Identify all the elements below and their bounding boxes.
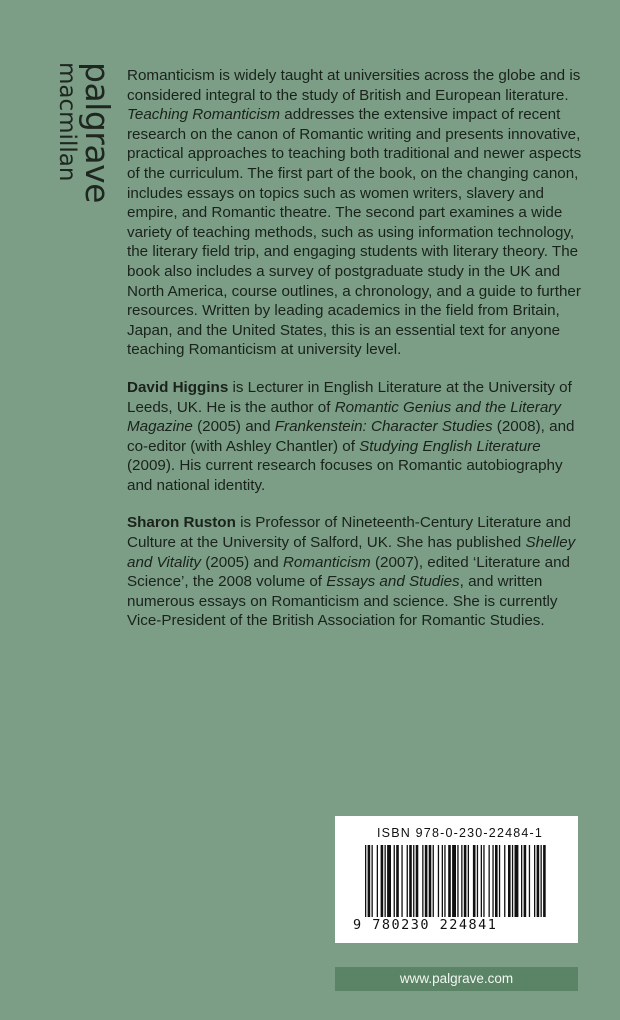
- publisher-website[interactable]: www.palgrave.com: [335, 967, 578, 991]
- barcode-bar: [377, 845, 378, 917]
- barcode-bar: [492, 845, 493, 917]
- barcode-bar: [541, 845, 542, 917]
- barcode-digits: 9 780230 224841: [353, 917, 498, 933]
- barcode-bar: [464, 845, 467, 917]
- barcode-bar: [452, 845, 456, 917]
- barcode-bar: [433, 845, 434, 917]
- author-name: David Higgins: [127, 378, 229, 396]
- book-title: Teaching Romanticism: [127, 106, 281, 124]
- barcode-bar: [468, 845, 469, 917]
- barcode-bar: [524, 845, 527, 917]
- author-bio-ruston: Sharon Ruston is Professor of Nineteenth-Century Literature and Culture at the University of Salford, UK. She has published Shelley and Vitality (2005) and Romanticism (2007), edited ‘Literature and Science’, the 2008 volume of Essays and Studies, and written numerous essays on Romanticism and science. She is currently Vice-President of the British Association for Romantic Studies.: [127, 514, 576, 630]
- barcode-bar: [473, 845, 476, 917]
- barcode-bar: [499, 845, 500, 917]
- barcode-bar: [537, 845, 540, 917]
- barcode-bar: [416, 845, 419, 917]
- barcode-bars: [365, 845, 549, 917]
- barcode-bar: [372, 845, 373, 917]
- barcode-bar: [387, 845, 391, 917]
- barcode-bar: [483, 845, 484, 917]
- barcode-bar: [521, 845, 522, 917]
- barcode-bar: [477, 845, 478, 917]
- barcode-bar: [413, 845, 414, 917]
- barcode-bar: [515, 845, 519, 917]
- barcode-bar: [396, 845, 399, 917]
- barcode-bar: [461, 845, 462, 917]
- barcode-bar: [543, 845, 546, 917]
- barcode-bar: [481, 845, 482, 917]
- barcode-bar: [442, 845, 443, 917]
- barcode-bar: [512, 845, 513, 917]
- barcode-bar: [508, 845, 511, 917]
- barcode-bar: [381, 845, 384, 917]
- logo-palgrave: palgrave: [78, 62, 117, 203]
- isbn-label: ISBN 978-0-230-22484-1: [377, 826, 544, 840]
- barcode-bar: [385, 845, 386, 917]
- barcode-bar: [409, 845, 412, 917]
- barcode-bar: [438, 845, 439, 917]
- barcode-bar: [534, 845, 535, 917]
- author-name: Sharon Ruston: [127, 514, 236, 532]
- barcode-bar: [444, 845, 445, 917]
- logo-macmillan: macmillan: [54, 62, 80, 182]
- barcode-bar: [489, 845, 490, 917]
- barcode-bar: [365, 845, 366, 917]
- barcode-bar: [407, 845, 408, 917]
- barcode-bar: [429, 845, 432, 917]
- barcode-bar: [425, 845, 428, 917]
- blurb-paragraph: Romanticism is widely taught at universities across the globe and is considered integral to the study of British and European literature. Teaching Romanticism addresses the extensive impact of recent research on the canon of Romantic writing and presents innovative, practical approaches to teaching both traditional and newer aspects of the curriculum. The first part of the book, on the changing canon, includes essays on topics such as women writers, slavery and empire, and Romantic theatre. The second part examines a wide variety of teaching methods, such as using information technology, the literary field trip, and engaging students with literary theory. The book also includes a survey of postgraduate study in the UK and North America, course outlines, a chronology, and a guide to further resources. Written by leading academics in the field from Britain, Japan, and the United States, this is an essential text for anyone teaching Romanticism at university level.: [127, 67, 582, 359]
- barcode-bar: [457, 845, 458, 917]
- barcode-bar: [394, 845, 395, 917]
- barcode-bar: [504, 845, 505, 917]
- publisher-logo: [52, 62, 117, 212]
- back-cover-text: [127, 66, 591, 649]
- barcode-bar: [529, 845, 530, 917]
- author-bio-higgins: David Higgins is Lecturer in English Literature at the University of Leeds, UK. He is the author of Romantic Genius and the Literary Magazine (2005) and Frankenstein: Character Studies (2008), and co-editor (with Ashley Chantler) of Studying English Literature (2009). His current research focuses on Romantic autobiography and national identity.: [127, 378, 575, 494]
- barcode-bar: [401, 845, 402, 917]
- barcode-bar: [422, 845, 423, 917]
- barcode-bar: [448, 845, 451, 917]
- isbn-barcode: [335, 816, 578, 943]
- barcode-bar: [368, 845, 371, 917]
- barcode-bar: [495, 845, 498, 917]
